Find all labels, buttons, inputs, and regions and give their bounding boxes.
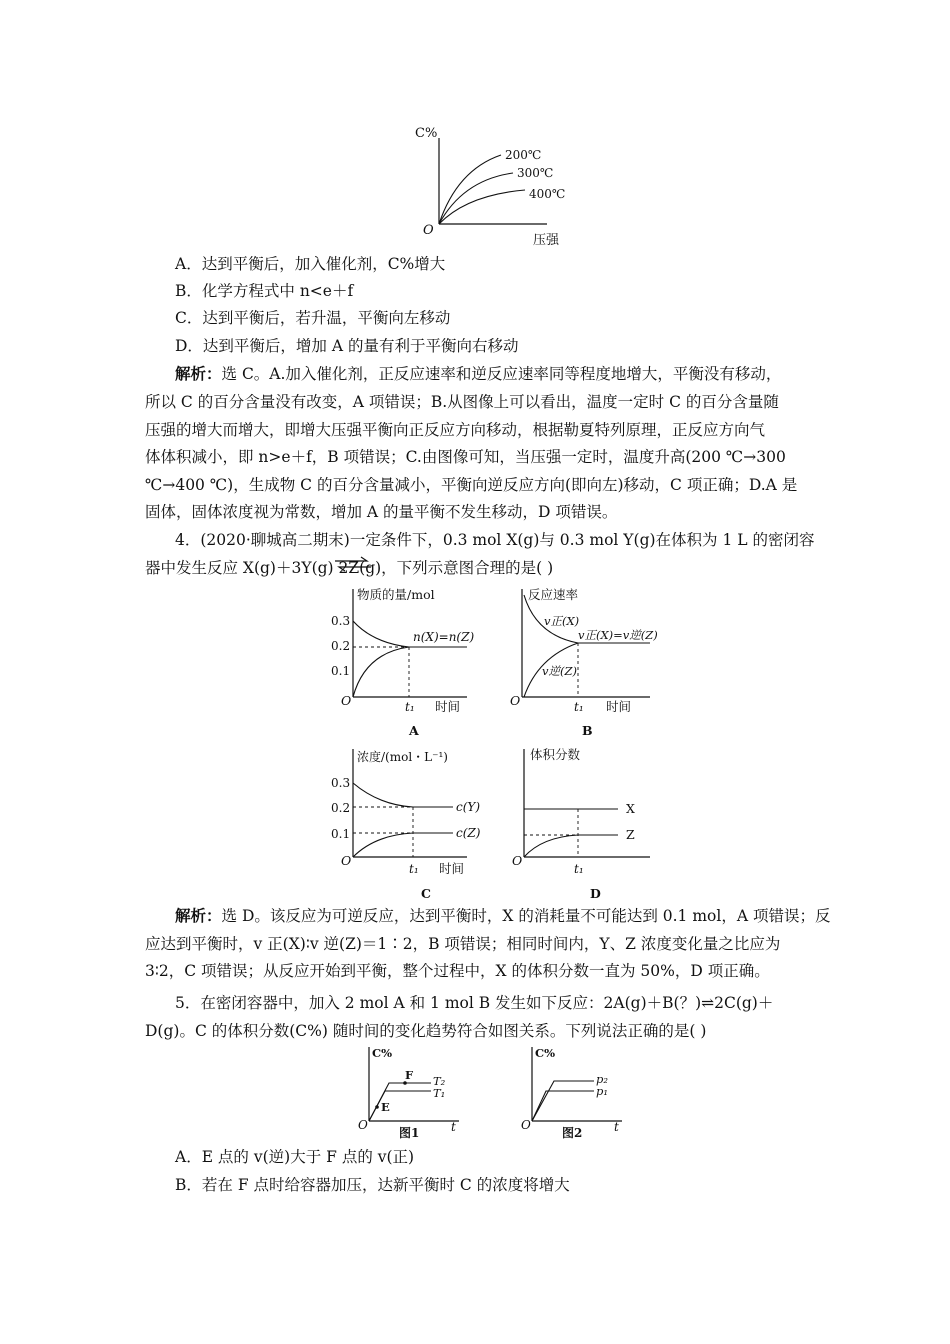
q4-analysis-text-1: 选 D。该反应为可逆反应，达到平衡时，X 的消耗量不可能达到 0.1 mol，A 项错误；反 <box>221 907 831 925</box>
q4a-xlabel: 时间 <box>435 699 461 714</box>
q3-analysis-line-6: 固体，固体浓度视为常数，增加 A 的量平衡不发生移动，D 项错误。 <box>145 503 618 521</box>
q3-figure <box>395 120 585 250</box>
q4d-curve-z <box>524 835 578 857</box>
q4a-curve-x <box>353 621 409 647</box>
q4b-origin: O <box>510 693 521 708</box>
q4-figure-b <box>508 585 668 740</box>
q4-figure-d <box>510 745 670 905</box>
q4c-tick-03: 0.3 <box>331 776 351 790</box>
q5-option-b: B．若在 F 点时给容器加压，达新平衡时 C 的浓度将增大 <box>175 1176 570 1194</box>
q3-analysis-line-5: ℃→400 ℃)，生成物 C 的百分含量减小，平衡向逆反应方向(即向左)移动，C 项正确；D.A 是 <box>145 476 798 494</box>
q4c-tick-01: 0.1 <box>331 827 351 841</box>
q4b-eq-label: v正(X)=v逆(Z) <box>578 628 658 642</box>
q4a-tick-01: 0.1 <box>331 664 351 678</box>
q4c-origin: O <box>341 853 352 868</box>
q3-analysis-text-1: 选 C。A.加入催化剂，正反应速率和逆反应速率同等程度地增大，平衡没有移动， <box>221 365 782 383</box>
q4d-origin: O <box>512 853 523 868</box>
q3-fig-origin: O <box>423 223 434 238</box>
q5f1-point-e <box>375 1105 379 1109</box>
q3-curve-label-400: 400℃ <box>529 187 566 201</box>
q3-fig-ylabel: C% <box>415 126 438 141</box>
q4c-label-y: c(Y) <box>456 800 481 814</box>
q4a-tick-02: 0.2 <box>331 639 351 653</box>
q4b-caption: B <box>582 723 593 738</box>
q4d-caption: D <box>590 886 601 901</box>
q4c-ylabel: 浓度/(mol・L⁻¹) <box>357 750 448 764</box>
q4d-ylabel: 体积分数 <box>530 747 581 762</box>
q5f2-label-p1: p₁ <box>596 1084 608 1098</box>
q4a-caption: A <box>409 723 419 738</box>
q4d-t1: t₁ <box>574 862 584 876</box>
q5f2-xlabel: t <box>614 1120 619 1134</box>
q5-figure-1 <box>355 1045 475 1140</box>
q3-option-a: A．达到平衡后，加入催化剂，C%增大 <box>175 255 446 273</box>
q3-option-d: D．达到平衡后，增加 A 的量有利于平衡向右移动 <box>175 337 519 355</box>
q4-analysis-line-3: 3∶2，C 项错误；从反应开始到平衡，整个过程中，X 的体积分数一直为 50%，D 项正确。 <box>145 962 770 980</box>
q4b-t1: t₁ <box>574 700 584 714</box>
q4a-curve-label: n(X)=n(Z) <box>413 630 475 644</box>
q5-stem-line-2: D(g)。C 的体积分数(C%) 随时间的变化趋势符合如图关系。下列说法正确的是( ) <box>145 1022 707 1040</box>
q3-option-c: C．达到平衡后，若升温，平衡向左移动 <box>175 309 451 327</box>
q4a-t1: t₁ <box>405 700 415 714</box>
q5f1-xlabel: t <box>451 1120 456 1134</box>
q3-option-b: B．化学方程式中 n<e＋f <box>175 282 354 300</box>
q5f2-ylabel: C% <box>535 1046 556 1060</box>
q3-fig-xlabel: 压强 <box>533 233 560 248</box>
q5f1-label-t1: T₁ <box>433 1086 446 1100</box>
q4-analysis-line-2: 应达到平衡时，v 正(X)∶v 逆(Z)＝1∶2，B 项错误；相同时间内，Y、Z 浓度变化量之比应为 <box>145 935 781 953</box>
q4b-ylabel: 反应速率 <box>528 587 579 602</box>
q4b-xlabel: 时间 <box>606 699 632 714</box>
q5-option-a: A．E 点的 v(逆)大于 F 点的 v(正) <box>175 1148 415 1166</box>
q5f1-ylabel: C% <box>372 1046 393 1060</box>
q4c-curve-z <box>353 833 413 857</box>
q3-curve-label-200: 200℃ <box>505 148 542 162</box>
q4c-curve-y <box>353 783 413 807</box>
q4b-lower-label: v逆(Z) <box>542 664 577 678</box>
q3-analysis-line-4: 体体积减小，即 n>e＋f，B 项错误；C.由图像可知，当压强一定时，温度升高(200 ℃→300 <box>145 448 786 466</box>
q4a-curve-z <box>353 647 409 697</box>
q4-analysis-label: 解析： <box>175 906 222 925</box>
q5f1-curve-t2 <box>369 1083 431 1121</box>
q3-analysis-line-3: 压强的增大而增大，即增大压强平衡向正反应方向移动，根据勒夏特列原理，正反应方向气 <box>145 421 766 439</box>
q3-analysis-label: 解析： <box>175 364 222 383</box>
q4-figure-c <box>325 745 500 905</box>
q4a-ylabel: 物质的量/mol <box>357 587 435 602</box>
q3-curve-label-300: 300℃ <box>517 166 554 180</box>
q4a-origin: O <box>341 693 352 708</box>
q4-stem-line-1: 4．(2020·聊城高二期末)一定条件下，0.3 mol X(g)与 0.3 mol Y(g)在体积为 1 L 的密闭容 <box>175 531 815 549</box>
q4c-caption: C <box>421 886 431 901</box>
q4-analysis-line-1 <box>175 906 830 926</box>
q5f2-label-p2: p₂ <box>596 1072 608 1086</box>
reversible-arrow <box>333 556 373 572</box>
q4-stem-line-2: 器中发生反应 X(g)＋3Y(g) 2Z(g)，下列示意图合理的是( ) <box>145 559 554 577</box>
q4c-tick-02: 0.2 <box>331 801 351 815</box>
q5f1-caption: 图1 <box>399 1126 420 1140</box>
q5f1-label-e: E <box>381 1100 390 1114</box>
q5-stem-line-1: 5．在密闭容器中，加入 2 mol A 和 1 mol B 发生如下反应：2A(g)＋B(？)⇌2C(g)＋ <box>175 994 774 1012</box>
q4-figure-a <box>325 585 500 740</box>
q4c-xlabel: 时间 <box>439 861 465 876</box>
q5f2-origin: O <box>521 1118 531 1132</box>
q4d-label-z: Z <box>626 827 635 842</box>
q5-figure-2 <box>518 1045 638 1140</box>
q5f1-label-t2: T₂ <box>433 1074 446 1088</box>
q5f2-caption: 图2 <box>562 1126 583 1140</box>
q3-analysis-line-1 <box>175 364 781 384</box>
q4c-label-z: c(Z) <box>456 826 481 840</box>
q4a-tick-03: 0.3 <box>331 614 351 628</box>
q5f1-label-f: F <box>405 1068 414 1082</box>
q4b-upper-label: v正(X) <box>544 614 580 628</box>
q4c-t1: t₁ <box>409 862 419 876</box>
q5f1-origin: O <box>358 1118 368 1132</box>
q4d-label-x: X <box>626 801 635 816</box>
q5f2-curve-p1 <box>532 1091 594 1121</box>
q3-analysis-line-2: 所以 C 的百分含量没有改变，A 项错误；B.从图像上可以看出，温度一定时 C 的百分含量随 <box>145 393 779 411</box>
